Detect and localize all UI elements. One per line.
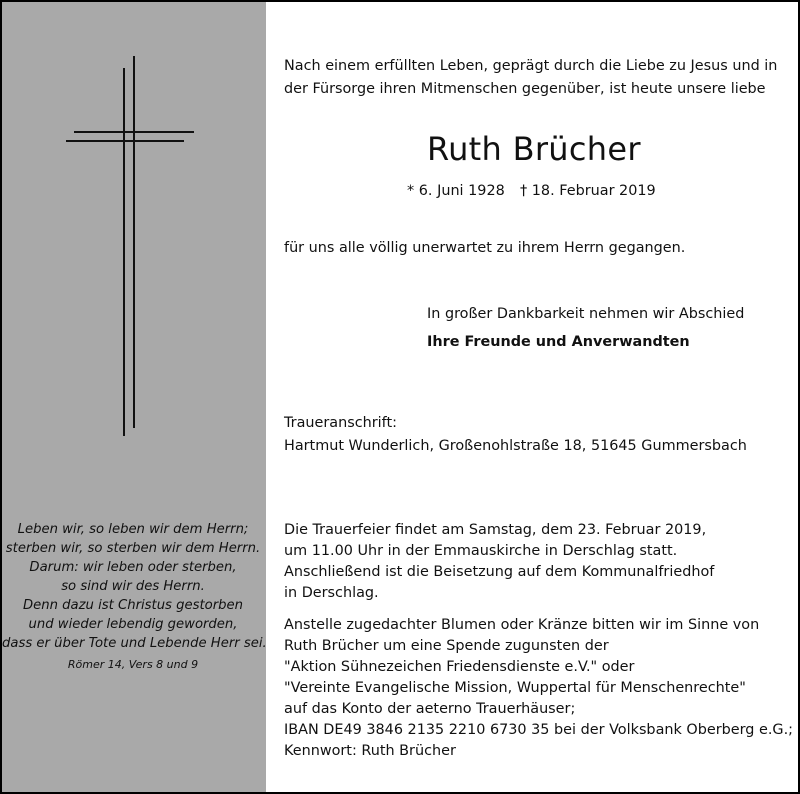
- donation-line: "Aktion Sühnezeichen Friedensdienste e.V." oder: [284, 659, 635, 675]
- donation-line: Ruth Brücher um eine Spende zugunsten der: [284, 638, 609, 654]
- verse-line: sterben wir, so sterben wir dem Herrn.: [5, 541, 261, 556]
- signature: Ihre Freunde und Anverwandten: [427, 334, 690, 350]
- donation-info: [284, 615, 793, 762]
- passing-text: für uns alle völlig unerwartet zu ihrem Herrn gegangen.: [284, 240, 686, 256]
- intro-line-1: Nach einem erfüllten Leben, geprägt durch die Liebe zu Jesus und in: [284, 58, 778, 74]
- deceased-name: Ruth Brücher: [427, 130, 641, 168]
- address-label: Traueranschrift:: [284, 415, 397, 431]
- donation-line: IBAN DE49 3846 2135 2210 6730 35 bei der Volksbank Oberberg e.G.;: [284, 722, 794, 738]
- verse-reference: Römer 14, Vers 8 und 9: [67, 658, 199, 671]
- death-date: † 18. Februar 2019: [520, 183, 656, 199]
- donation-line: Kennwort: Ruth Brücher: [284, 743, 456, 759]
- intro-line-2: der Fürsorge ihren Mitmenschen gegenüber, ist heute unsere liebe: [284, 81, 766, 97]
- farewell-line: In großer Dankbarkeit nehmen wir Abschied: [427, 306, 745, 322]
- bible-verse: [2, 520, 267, 674]
- verse-line: Leben wir, so leben wir dem Herrn;: [17, 522, 249, 537]
- birth-date: * 6. Juni 1928: [407, 183, 505, 199]
- donation-line: Anstelle zugedachter Blumen oder Kränze bitten wir im Sinne von: [284, 617, 760, 633]
- ceremony-line: Die Trauerfeier findet am Samstag, dem 23. Februar 2019,: [284, 522, 707, 538]
- left-gray-panel: [2, 2, 266, 792]
- ceremony-line: in Derschlag.: [284, 585, 379, 601]
- address-value: Hartmut Wunderlich, Großenohlstraße 18, 51645 Gummersbach: [284, 438, 747, 454]
- donation-line: "Vereinte Evangelische Mission, Wuppertal für Menschenrechte": [284, 680, 746, 696]
- verse-line: Darum: wir leben oder sterben,: [29, 560, 237, 575]
- verse-line: Denn dazu ist Christus gestorben: [23, 598, 243, 613]
- cross-icon: [62, 54, 202, 444]
- donation-line: auf das Konto der aeterno Trauerhäuser;: [284, 701, 576, 717]
- ceremony-line: um 11.00 Uhr in der Emmauskirche in Derschlag statt.: [284, 543, 678, 559]
- verse-line: und wieder lebendig geworden,: [28, 617, 238, 632]
- ceremony-info: [284, 520, 714, 604]
- verse-line: dass er über Tote und Lebende Herr sei.: [2, 636, 267, 651]
- ceremony-line: Anschließend ist die Beisetzung auf dem Kommunalfriedhof: [284, 564, 715, 580]
- verse-line: so sind wir des Herrn.: [61, 579, 205, 594]
